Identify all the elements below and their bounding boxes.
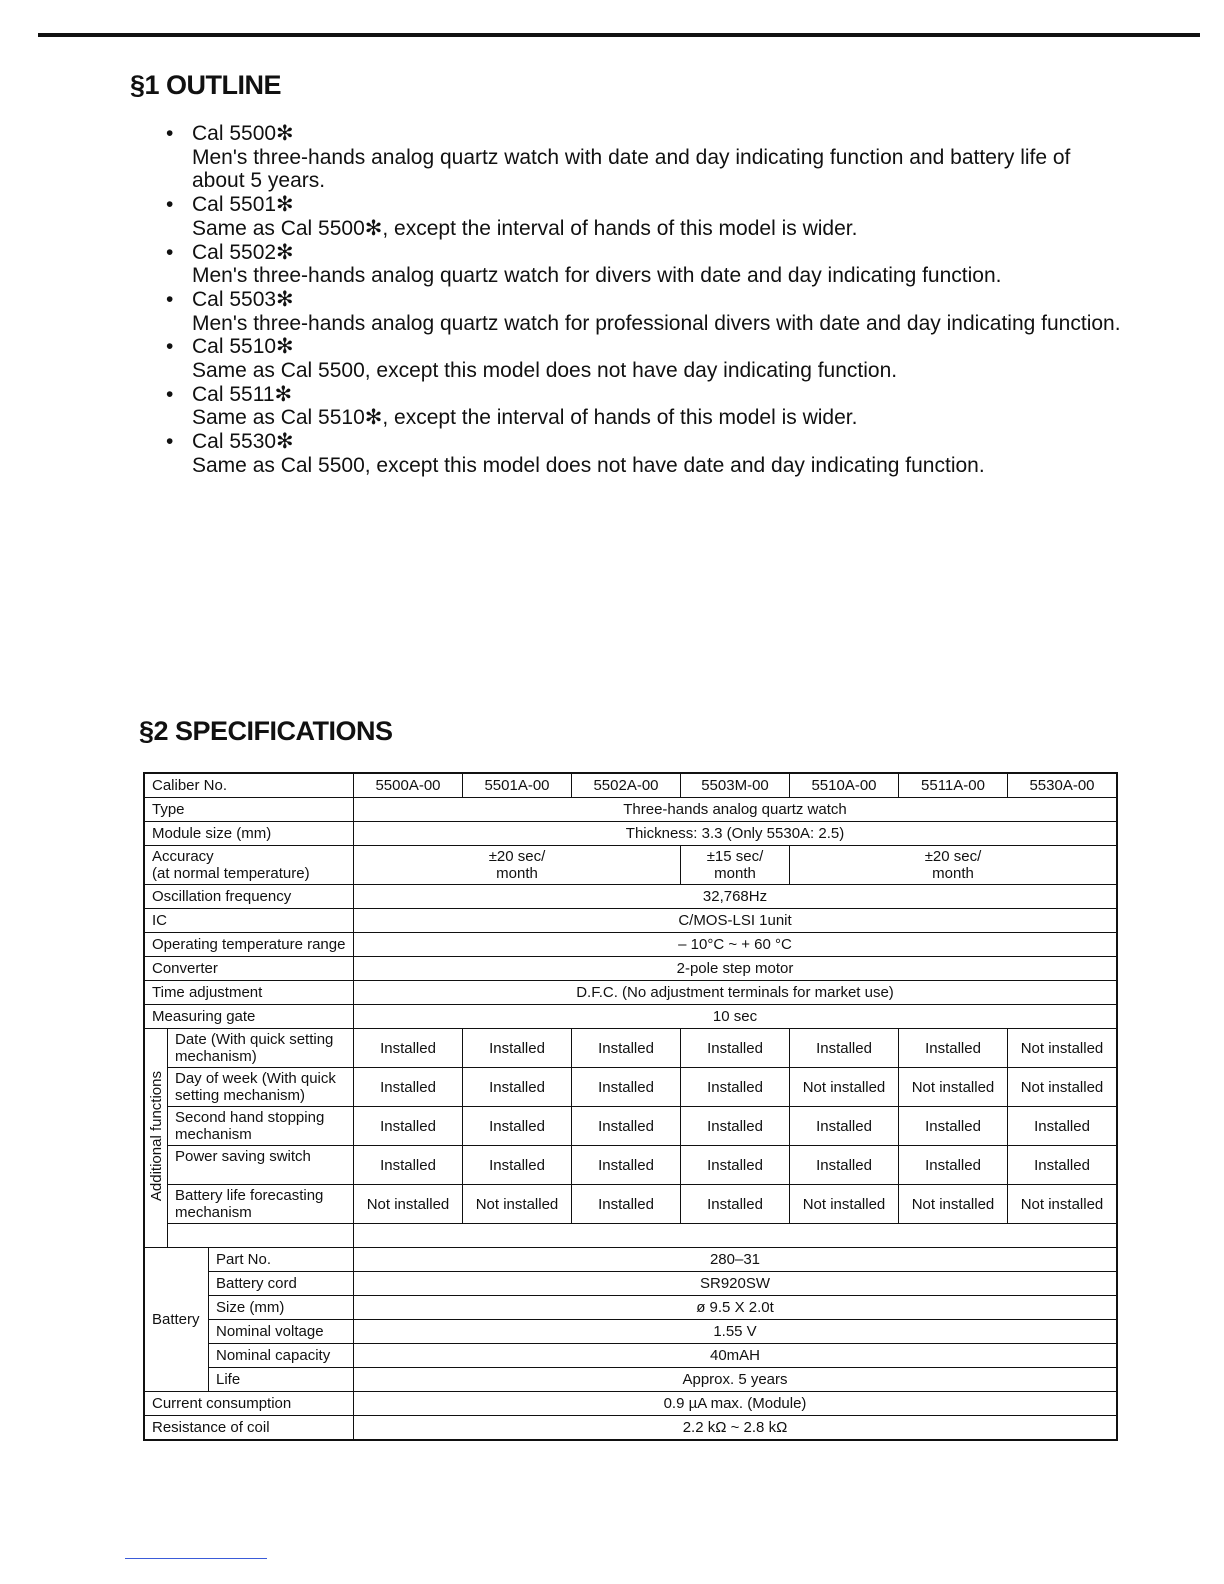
caliber-number: 5503M-00 [681,773,790,798]
outline-item [165,430,1125,477]
specifications-table [143,772,1118,1441]
resistance-coil-value: 2.2 kΩ ~ 2.8 kΩ [354,1416,1118,1441]
function-value: Not installed [899,1068,1008,1107]
accuracy-value: ±20 sec/ [924,848,982,865]
caliber-name: • Cal 5510✻ [192,335,294,359]
function-value: Installed [899,1146,1008,1185]
function-value: Installed [681,1146,790,1185]
empty-cell [354,1224,1118,1248]
additional-functions-text: Additional functions [147,1070,165,1202]
module-size-label: Module size (mm) [144,822,354,846]
function-value: Installed [354,1107,463,1146]
caliber-name: • Cal 5530✻ [192,430,294,454]
table-row [144,885,1117,909]
function-value: Installed [354,1068,463,1107]
function-value: Installed [681,1107,790,1146]
table-row [144,1392,1117,1416]
function-value: Installed [572,1107,681,1146]
ic-label: IC [144,909,354,933]
section-specifications-title: §2 SPECIFICATIONS [139,716,393,746]
section-outline-title: §1 OUTLINE [130,70,282,100]
table-row [144,1416,1117,1441]
caliber-description: Men's three-hands analog quartz watch for divers with date and day indicating function. [192,264,1002,288]
accuracy-unit: month [496,865,538,882]
table-row [144,1107,1117,1146]
function-value: Installed [463,1146,572,1185]
function-value: Installed [681,1029,790,1068]
table-row [144,909,1117,933]
measuring-gate-value: 10 sec [354,1005,1118,1029]
oscillation-value: 32,768Hz [354,885,1118,909]
time-adjustment-value: D.F.C. (No adjustment terminals for market use) [354,981,1118,1005]
caliber-description: Same as Cal 5500✻, except the interval of hands of this model is wider. [192,216,858,240]
ic-value: C/MOS-LSI 1unit [354,909,1118,933]
accuracy-label-line: Accuracy [152,848,214,865]
battery-field-label: Part No. [209,1248,354,1272]
battery-field-value: 1.55 V [354,1320,1118,1344]
top-rule [38,33,1200,37]
table-row [144,1185,1117,1224]
battery-field-label: Nominal capacity [209,1344,354,1368]
function-name [168,1146,354,1185]
table-row [144,798,1117,822]
battery-field-value: Approx. 5 years [354,1368,1118,1392]
function-value: Installed [790,1107,899,1146]
table-row [144,1248,1117,1272]
function-name-line: setting mechanism) [175,1087,306,1104]
additional-functions-label [144,1029,168,1248]
accuracy-group-3 [790,846,1118,885]
function-value: Installed [463,1107,572,1146]
function-name [168,1107,354,1146]
caliber-name: • Cal 5503✻ [192,287,294,311]
caliber-name: • Cal 5511✻ [192,382,293,406]
accuracy-group-2 [681,846,790,885]
caliber-number: 5510A-00 [790,773,899,798]
table-row [144,933,1117,957]
function-name-line: mechanism [175,1126,252,1143]
caliber-label: Caliber No. [144,773,354,798]
table-row [144,1368,1117,1392]
caliber-name: • Cal 5500✻ [192,122,294,145]
caliber-name: • Cal 5502✻ [192,240,294,264]
function-name-line: mechanism [175,1204,252,1221]
caliber-description: Same as Cal 5510✻, except the interval of hands of this model is wider. [192,406,858,430]
table-row [144,981,1117,1005]
outline-item [165,335,1125,382]
table-row [144,1224,1117,1248]
table-row [144,773,1117,798]
accuracy-unit: month [714,865,756,882]
function-value: Not installed [899,1185,1008,1224]
battery-field-label: Size (mm) [209,1296,354,1320]
empty-cell [168,1224,354,1248]
function-name-line: Battery life forecasting [175,1187,324,1204]
table-row [144,1146,1117,1185]
accuracy-value: ±15 sec/ [706,848,764,865]
accuracy-label-line: (at normal temperature) [152,865,310,882]
function-value: Installed [463,1029,572,1068]
battery-field-value: SR920SW [354,1272,1118,1296]
table-row [144,1272,1117,1296]
caliber-number: 5511A-00 [899,773,1008,798]
caliber-description: Same as Cal 5500, except this model does not have day indicating function. [192,359,898,383]
table-row [144,957,1117,981]
table-row [144,1005,1117,1029]
accuracy-value: ±20 sec/ [488,848,546,865]
caliber-number: 5500A-00 [354,773,463,798]
table-row [144,846,1117,885]
table-row [144,1068,1117,1107]
converter-value: 2-pole step motor [354,957,1118,981]
function-value: Installed [1008,1146,1118,1185]
function-value: Installed [899,1107,1008,1146]
function-name [168,1068,354,1107]
function-value: Not installed [1008,1029,1118,1068]
table-row [144,1296,1117,1320]
function-value: Installed [572,1185,681,1224]
table-row [144,1344,1117,1368]
function-value: Installed [572,1146,681,1185]
function-name [168,1185,354,1224]
function-name-line: Second hand stopping [175,1109,325,1126]
function-value: Installed [354,1146,463,1185]
caliber-number: 5502A-00 [572,773,681,798]
outline-list [165,122,1125,478]
outline-item [165,193,1125,240]
current-consumption-label: Current consumption [144,1392,354,1416]
function-value: Installed [681,1185,790,1224]
table-row [144,1320,1117,1344]
caliber-number: 5530A-00 [1008,773,1118,798]
outline-item [165,288,1125,335]
battery-field-label: Life [209,1368,354,1392]
outline-item [165,241,1125,288]
function-value: Installed [790,1029,899,1068]
function-value: Not installed [790,1068,899,1107]
function-value: Installed [463,1068,572,1107]
battery-field-value: 280–31 [354,1248,1118,1272]
function-name [168,1029,354,1068]
table-row [144,822,1117,846]
caliber-description: Men's three-hands analog quartz watch with date and day indicating function and battery life of about 5 years. [192,145,1071,193]
battery-field-value: 40mAH [354,1344,1118,1368]
function-value: Installed [899,1029,1008,1068]
function-name-line: Power saving switch [175,1148,311,1165]
caliber-description: Same as Cal 5500, except this model does not have date and day indicating function. [192,453,985,477]
operating-temp-label: Operating temperature range [144,933,354,957]
function-value: Installed [572,1068,681,1107]
function-value: Installed [572,1029,681,1068]
function-value: Not installed [1008,1185,1118,1224]
function-value: Installed [790,1146,899,1185]
type-label: Type [144,798,354,822]
function-value: Not installed [1008,1068,1118,1107]
caliber-name: • Cal 5501✻ [192,193,294,217]
function-value: Not installed [354,1185,463,1224]
caliber-number: 5501A-00 [463,773,572,798]
function-value: Installed [354,1029,463,1068]
function-name-line: mechanism) [175,1048,257,1065]
function-value: Installed [681,1068,790,1107]
battery-field-value: ø 9.5 X 2.0t [354,1296,1118,1320]
function-name-line: Day of week (With quick [175,1070,336,1087]
current-consumption-value: 0.9 µA max. (Module) [354,1392,1118,1416]
bottom-rule [125,1558,267,1559]
caliber-description: Men's three-hands analog quartz watch for professional divers with date and day indicating function. [192,311,1121,335]
module-size-value: Thickness: 3.3 (Only 5530A: 2.5) [354,822,1118,846]
accuracy-unit: month [932,865,974,882]
function-value: Not installed [463,1185,572,1224]
accuracy-label [144,846,354,885]
battery-field-label: Nominal voltage [209,1320,354,1344]
function-name-line: Date (With quick setting [175,1031,334,1048]
table-row [144,1029,1117,1068]
battery-label: Battery [144,1248,209,1392]
function-value: Not installed [790,1185,899,1224]
oscillation-label: Oscillation frequency [144,885,354,909]
resistance-coil-label: Resistance of coil [144,1416,354,1441]
time-adjustment-label: Time adjustment [144,981,354,1005]
type-value: Three-hands analog quartz watch [354,798,1118,822]
battery-field-label: Battery cord [209,1272,354,1296]
operating-temp-value: – 10°C ~ + 60 °C [354,933,1118,957]
measuring-gate-label: Measuring gate [144,1005,354,1029]
outline-item [165,383,1125,430]
converter-label: Converter [144,957,354,981]
outline-item [165,122,1125,193]
accuracy-group-1 [354,846,681,885]
function-value: Installed [1008,1107,1118,1146]
